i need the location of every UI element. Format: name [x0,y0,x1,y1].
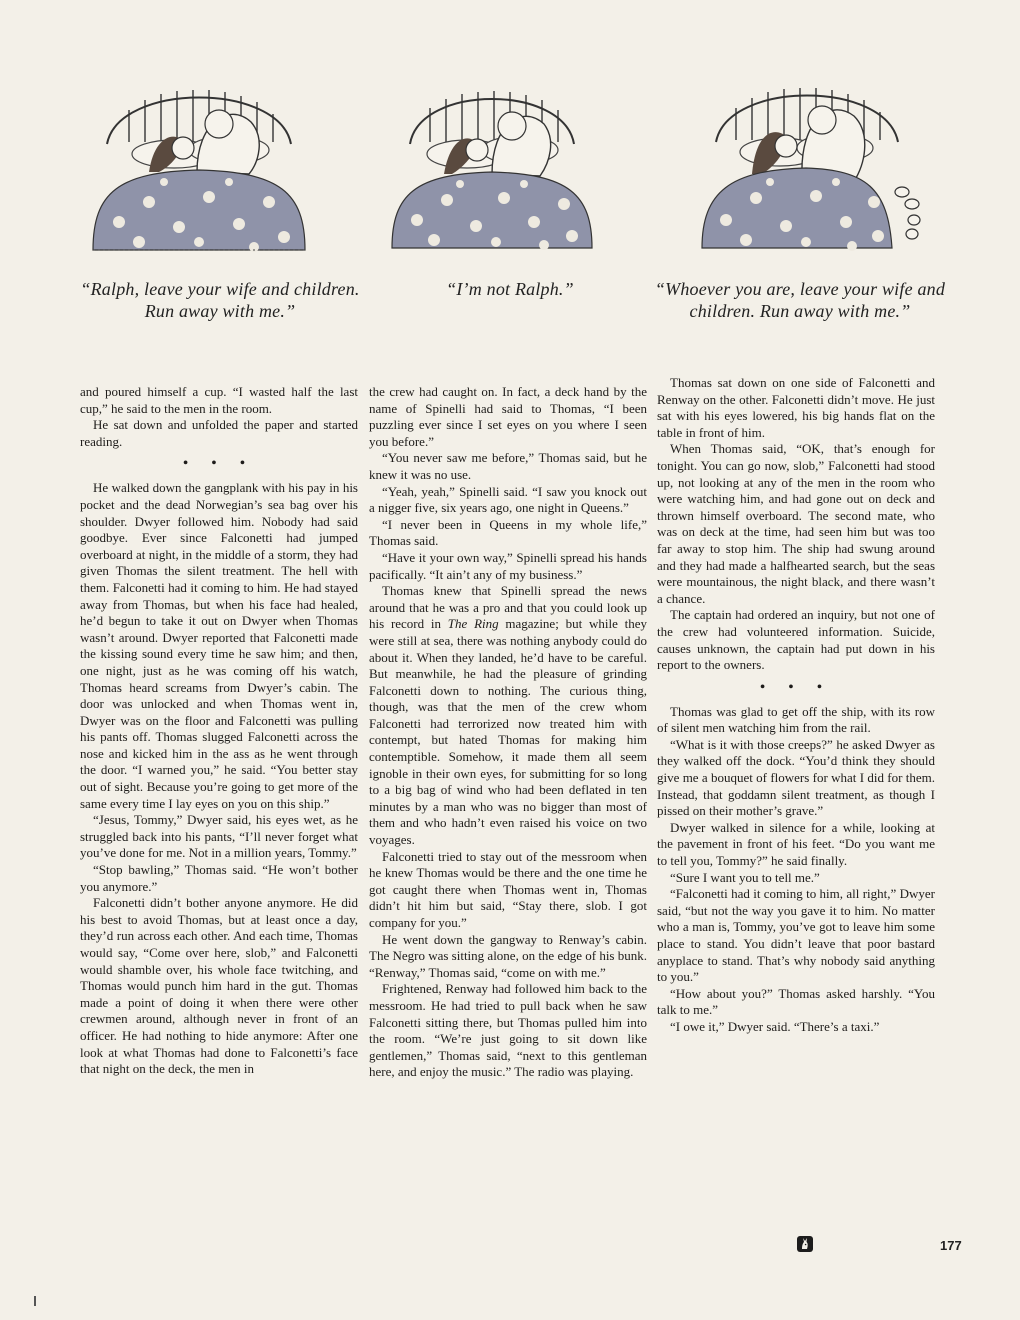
margin-mark [34,1296,36,1306]
page-number: 177 [940,1238,962,1253]
paragraph: He went down the gangway to Renway’s cabin. The Negro was sitting alone, on the edge of his bunk. “Renway,” Thomas said, “come on with me.” [369,931,647,980]
rabbit-head-icon [797,1236,813,1252]
magazine-title: The Ring [447,616,499,632]
cartoon-caption-3: “Whoever you are, leave your wife and children. Run away with me.” [654,279,946,321]
paragraph: “Falconetti had it coming to him, all right,” Dwyer said, “but not the way you gave it to him. No matter who a man is, Tommy, you’ve got to leave him some place to stand. You didn’t leave that poor bastard anyplace to stand. That’s why nobody said anything to you.” [657,886,935,985]
paragraph [369,583,647,849]
cartoon-caption-1: “Ralph, leave your wife and children. Run away with me.” [80,279,360,321]
paragraph: “Sure I want you to tell me.” [670,869,820,885]
paragraph: the crew had caught on. In fact, a deck hand by the name of Spinelli had said to Thomas, “I been puzzling ever since I set eyes on you where I seen you before.” [369,384,647,449]
paragraph-text: Thomas knew that Spinelli spread the news around that he was a pro and that you could look up his record in [369,583,647,632]
bed-couple-illustration-3 [690,42,930,267]
bed-couple-illustration-2 [372,42,612,267]
text-column-2 [369,384,647,1081]
paragraph: “What is it with those creeps?” he asked Dwyer as they walked off the dock. “You’d think they should give me a bouquet of flowers for what I did for them. Instead, that goddamn silent treatment, as though I pissed on their mother’s grave.” [657,736,935,819]
bed-couple-illustration-1 [79,42,319,267]
paragraph: and poured himself a cup. “I wasted half the last cup,” he said to the men in the room. [80,384,358,416]
text-column-3 [657,375,935,1036]
paragraph: “You never saw me before,” Thomas said, but he knew it was no use. [369,450,647,482]
paragraph: Frightened, Renway had followed him back to the messroom. He had tried to pull back when he saw Falconetti sitting there, but Thomas pulled him into the room. “We’re just going to sit down like gentlemen,” Thomas said, “next to this gentleman here, and enjoy the music.” The radio was playing. [369,981,647,1080]
text-column-1 [80,384,358,1078]
paragraph: Thomas sat down on one side of Falconetti and Renway on the other. Falconetti didn’t move. He just sat with his eyes lowered, his big hands flat on the table in front of him. [657,375,935,440]
paragraph: He sat down and unfolded the paper and started reading. [80,417,358,449]
cartoon-caption-2: “I’m not Ralph.” [446,279,574,299]
paragraph: “How about you?” Thomas asked harshly. “You talk to me.” [657,985,935,1018]
paragraph: The captain had ordered an inquiry, but not one of the crew had volunteered information. Suicide, causes unknown, the captain had put down in his report to the owners. [657,607,935,673]
paragraph: When Thomas said, “OK, that’s enough for tonight. You can go now, slob,” Falconetti had stood up, not looking at any of the men in the room who were watching him, and had gone out on deck and thrown himself overboard. The second mate, who was on deck at the time, had seen him but was too far away to stop him. The ship had swung around and they had made a halfhearted search, but the seas were mountainous, the night black, and there wasn’t a chance. [657,441,935,606]
cartoon-panel-2 [372,42,612,267]
paragraph: “I never been in Queens in my whole life,” Thomas said. [369,516,647,549]
paragraph: He walked down the gangplank with his pay in his pocket and the dead Norwegian’s sea bag over his shoulder. Dwyer followed him. Nobody had said goodbye. Ever since Falconetti had jumped overboard at night, in the middle of a storm, they had given Thomas the silent treatment. The hell with them. Falconetti had it coming to him. He had stayed away from Thomas, but when his face had healed, he’d begun to take it out on Dwyer when Thomas wasn’t around. Dwyer reported that Falconetti made the kissing sound every time he saw him; and then, one night, just as he was coming off his watch, Thomas heard screams from Dwyer’s cabin. The door was unlocked and when Thomas went in, Dwyer was on the floor and Falconetti was pulling his pants off. Thomas slugged Falconetti across the nose and kicked him in the ass as he went through the door. “I warned you,” he said. “You better stay out of sight. Because you’re going to get more of the same every time I lay eyes on you on this ship.” [80,480,358,811]
section-separator: • • • [760,679,832,695]
section-separator: • • • [183,456,255,472]
paragraph: “Jesus, Tommy,” Dwyer said, his eyes wet, as he struggled back into his pants, “I’ll never forget what you’ve done for me. Not in a million years, Tommy.” [80,812,358,861]
paragraph: “I owe it,” Dwyer said. “There’s a taxi.” [670,1018,880,1034]
paragraph: Falconetti tried to stay out of the messroom when he knew Thomas would be there and the one time he got caught there when Thomas went in, Thomas didn’t hit him but said, “Stay there, slob. I got company for you.” [369,848,647,930]
paragraph-text: magazine; but while they were still at sea, there was nothing anybody could do about it. When they landed, he’d have to be careful. But meanwhile, he had the pleasure of grinding Falconetti down to nothing. The curious thing, though, was that the men of the crew whom Falconetti had terrorized now treated him with contempt, but hated Thomas for making him contemptible. Somehow, it made them all seem ignoble in their own eyes, for submitting for so long to a big bag of wind who had been deflated in ten minutes by a man who was no bigger than most of them and who hadn’t even raised his voice on two voyages. [369,616,647,848]
cartoon-panel-1 [79,42,319,267]
paragraph: “Have it your own way,” Spinelli spread his hands pacifically. “It ain’t any of my business.” [369,549,647,582]
paragraph: Falconetti didn’t bother anyone anymore. He did his best to avoid Thomas, but at least once a day, they’d run across each other. And each time, Thomas would say, “Come over here, slob,” and Falconetti would shamble over, his whole face twitching, and Thomas would punch him hard in the gut. Thomas made a point of doing it when there were other crewmen around, although never in front of an officer. He had nothing to hide anymore: After one look at what Thomas had done to Falconetti’s face that night on the deck, the men in [80,895,358,1077]
paragraph: Dwyer walked in silence for a while, looking at the pavement in front of his feet. “Do you want me to tell you, Tommy?” he said finally. [657,819,935,869]
paragraph: “Yeah, yeah,” Spinelli said. “I saw you knock out a nigger five, six years ago, one night in Queens.” [369,483,647,516]
cartoon-panel-3 [690,42,930,267]
paragraph: “Stop bawling,” Thomas said. “He won’t bother you anymore.” [80,862,358,894]
paragraph: Thomas was glad to get off the ship, with its row of silent men watching him from the rail. [657,703,935,736]
